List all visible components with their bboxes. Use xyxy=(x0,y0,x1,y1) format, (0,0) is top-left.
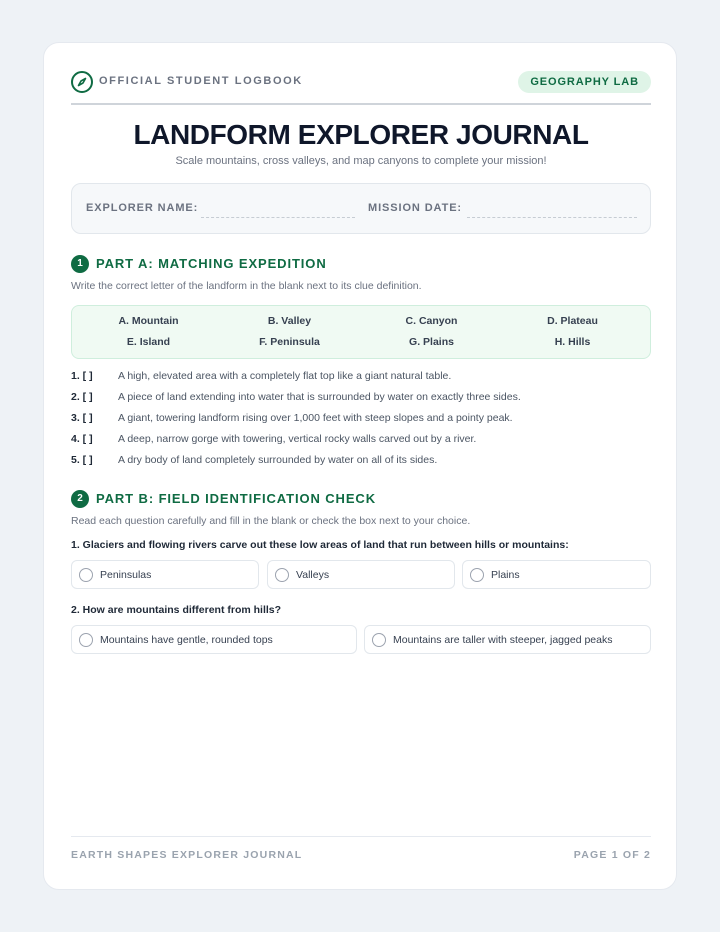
subject-badge: GEOGRAPHY LAB xyxy=(518,71,651,93)
question-text: A high, elevated area with a completely flat top like a giant natural table. xyxy=(118,370,452,382)
answer-blank[interactable]: 5. [ ] xyxy=(71,454,93,466)
page-subtitle: Scale mountains, cross valleys, and map canyons to complete your mission! xyxy=(175,155,547,167)
matching-question xyxy=(71,370,651,386)
word-bank-item: A. Mountain xyxy=(118,315,179,327)
option-label: Mountains are taller with steeper, jagged peaks xyxy=(393,634,613,646)
word-bank-item: F. Peninsula xyxy=(259,336,320,348)
option-gentle-tops[interactable] xyxy=(71,625,357,654)
answer-blank[interactable]: 4. [ ] xyxy=(71,433,93,445)
footer-title: EARTH SHAPES EXPLORER JOURNAL xyxy=(71,849,303,861)
radio-icon[interactable] xyxy=(372,633,386,647)
option-label: Peninsulas xyxy=(100,569,152,581)
part-a-instructions: Write the correct letter of the landform in the blank next to its clue definition. xyxy=(71,280,422,292)
worksheet-page xyxy=(43,42,677,890)
question-text: A piece of land extending into water that is surrounded by water on exactly three sides. xyxy=(118,391,521,403)
answer-blank[interactable]: 1. [ ] xyxy=(71,370,93,382)
part-a-title: PART A: MATCHING EXPEDITION xyxy=(96,256,327,271)
header-divider xyxy=(71,103,651,105)
word-bank-item: D. Plateau xyxy=(547,315,598,327)
word-bank-item: H. Hills xyxy=(554,336,591,348)
part-b-title: PART B: FIELD IDENTIFICATION CHECK xyxy=(96,491,376,506)
question-1-text: 1. Glaciers and flowing rivers carve out these low areas of land that run between hills or mountains: xyxy=(71,539,569,551)
radio-icon[interactable] xyxy=(79,633,93,647)
word-bank-item: C. Canyon xyxy=(405,315,458,327)
word-bank-item: G. Plains xyxy=(409,336,454,348)
worksheet-header xyxy=(71,70,651,94)
option-plains[interactable] xyxy=(462,560,651,589)
option-label: Mountains have gentle, rounded tops xyxy=(100,634,273,646)
matching-question xyxy=(71,433,651,449)
part-a-heading xyxy=(71,255,651,275)
answer-blank[interactable]: 2. [ ] xyxy=(71,391,93,403)
option-peninsulas[interactable] xyxy=(71,560,259,589)
footer-divider xyxy=(71,836,651,837)
logbook-label: OFFICIAL STUDENT LOGBOOK xyxy=(99,75,303,87)
matching-question xyxy=(71,412,651,428)
explorer-name-field[interactable] xyxy=(201,217,355,218)
radio-icon[interactable] xyxy=(79,568,93,582)
radio-icon[interactable] xyxy=(470,568,484,582)
page-number: PAGE 1 OF 2 xyxy=(573,849,651,861)
compass-icon xyxy=(71,71,93,93)
question-text: A deep, narrow gorge with towering, vertical rocky walls carved out by a river. xyxy=(118,433,477,445)
question-text: A dry body of land completely surrounded by water on all of its sides. xyxy=(118,454,438,466)
part-b-heading xyxy=(71,490,651,510)
option-label: Plains xyxy=(491,569,520,581)
word-bank-item: E. Island xyxy=(126,336,171,348)
radio-icon[interactable] xyxy=(275,568,289,582)
question-text: A giant, towering landform rising over 1,000 feet with steep slopes and a pointy peak. xyxy=(118,412,513,424)
word-bank xyxy=(71,305,651,359)
part-a-number: 1 xyxy=(71,255,89,273)
part-b-number: 2 xyxy=(71,490,89,508)
word-bank-item: B. Valley xyxy=(267,315,312,327)
mission-date-label: MISSION DATE: xyxy=(368,202,462,214)
answer-blank[interactable]: 3. [ ] xyxy=(71,412,93,424)
option-jagged-peaks[interactable] xyxy=(364,625,651,654)
part-b-instructions: Read each question carefully and fill in the blank or check the box next to your choice. xyxy=(71,515,471,527)
question-2-text: 2. How are mountains different from hills? xyxy=(71,604,282,616)
option-label: Valleys xyxy=(296,569,330,581)
explorer-name-label: EXPLORER NAME: xyxy=(86,202,199,214)
matching-question xyxy=(71,391,651,407)
student-info-box xyxy=(71,183,651,234)
mission-date-field[interactable] xyxy=(467,217,637,218)
option-valleys[interactable] xyxy=(267,560,455,589)
page-title: LANDFORM EXPLORER JOURNAL xyxy=(133,119,589,150)
matching-question xyxy=(71,454,651,470)
